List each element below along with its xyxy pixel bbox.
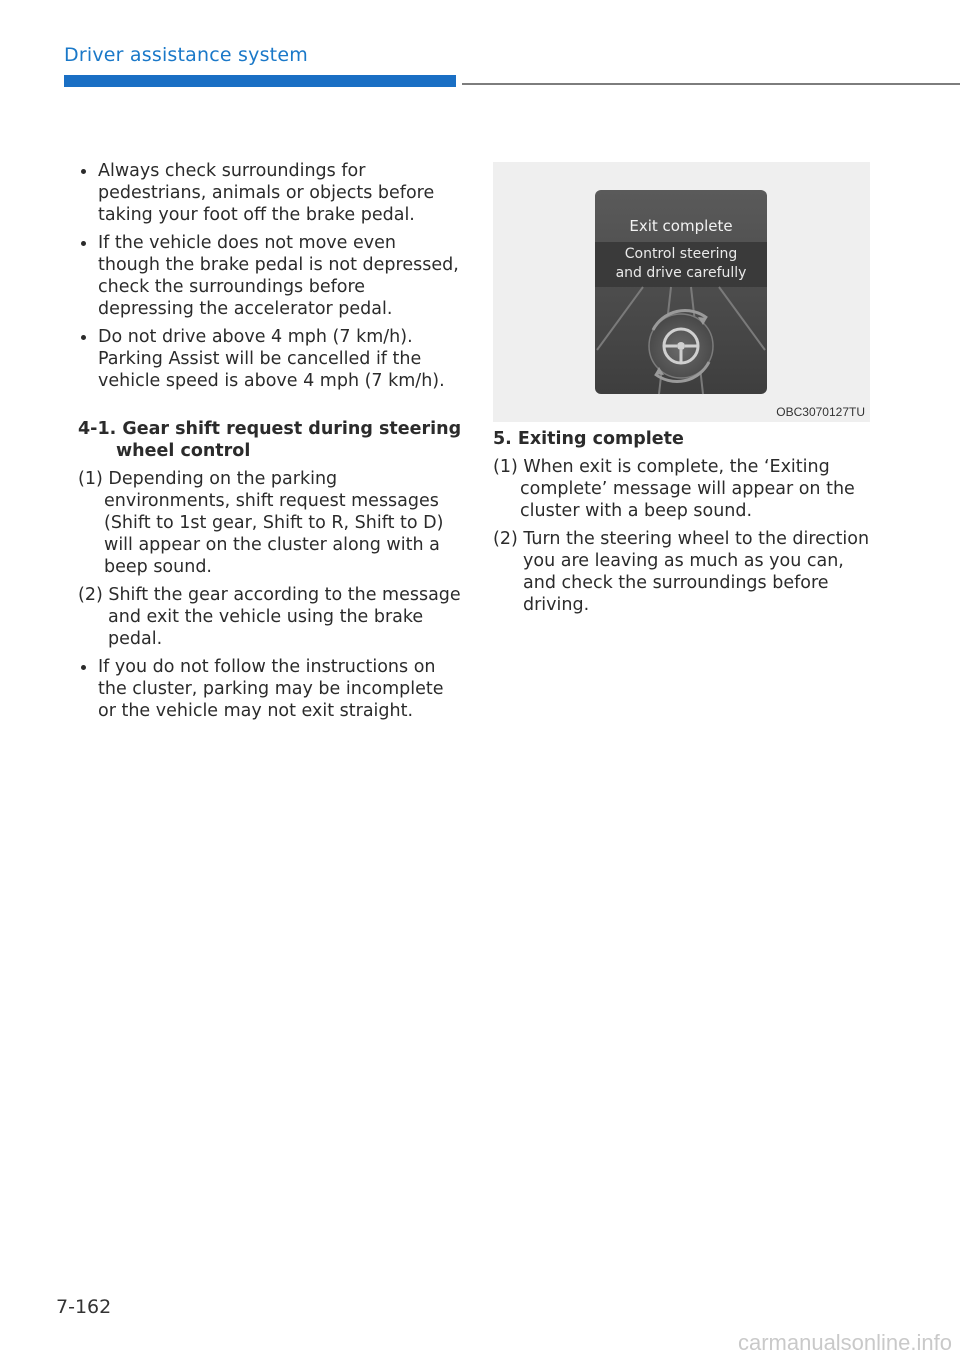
display-title: Exit complete	[629, 217, 733, 235]
section-heading: 5. Exiting complete	[493, 429, 684, 449]
numbered-step: (2) Shift the gear according to the message and exit the vehicle using the brake pedal.	[78, 585, 461, 649]
section-heading: 4-1. Gear shift request during steering wheel control	[78, 419, 462, 461]
left-column	[78, 160, 462, 728]
display-message-line: and drive carefully	[615, 265, 747, 281]
cluster-illustration	[493, 162, 870, 422]
right-column	[493, 428, 878, 622]
page-number: 7-162	[56, 1296, 112, 1318]
bullet-item: Always check surroundings for pedestrians, animals or objects before taking your foot off the brake pedal.	[78, 160, 462, 226]
header-accent-rule	[64, 75, 456, 87]
numbered-step: (1) Depending on the parking environments, shift request messages (Shift to 1st gear, Shift to R, Shift to D) will appear on the cluster along with a beep sound.	[78, 469, 444, 577]
header-divider-rule	[462, 83, 960, 85]
running-header: Driver assistance system	[64, 44, 308, 66]
steering-wheel-rotate-icon	[649, 310, 713, 381]
figure-caption: OBC3070127TU	[776, 405, 865, 419]
bullet-item: If the vehicle does not move even though the brake pedal is not depressed, check the surroundings before depressing the accelerator pedal.	[78, 232, 462, 320]
bullet-item: If you do not follow the instructions on the cluster, parking may be incomplete or the vehicle may not exit straight.	[78, 656, 462, 722]
watermark-text: carmanualsonline.info	[737, 1330, 952, 1355]
cluster-display-svg	[493, 162, 870, 422]
display-message-line: Control steering	[624, 246, 738, 262]
numbered-step: (2) Turn the steering wheel to the direction you are leaving as much as you can, and check the surroundings before driving.	[493, 529, 870, 615]
bullet-item: Do not drive above 4 mph (7 km/h). Parking Assist will be cancelled if the vehicle speed is above 4 mph (7 km/h).	[78, 326, 462, 392]
numbered-step: (1) When exit is complete, the ‘Exiting complete’ message will appear on the cluster with a beep sound.	[493, 457, 855, 521]
